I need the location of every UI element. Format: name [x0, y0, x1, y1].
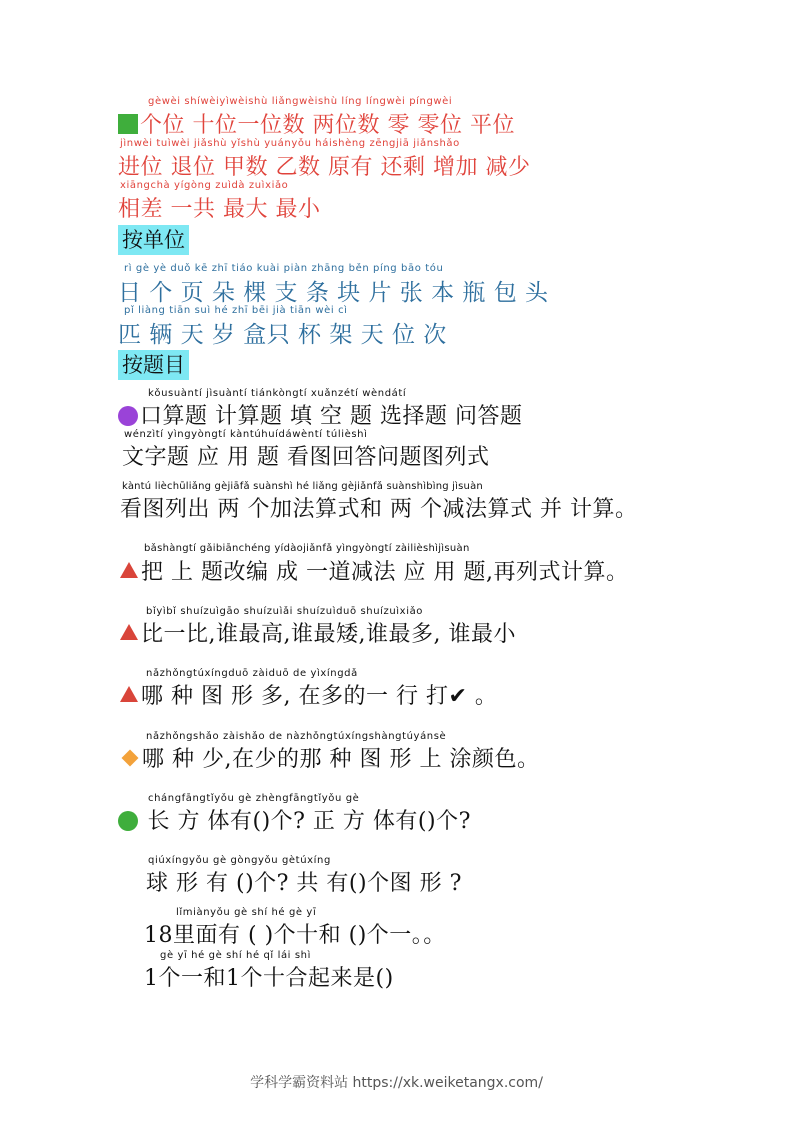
heading-units: 按单位 [118, 225, 189, 255]
hanzi-text: 把 上 题改编 成 一道减法 应 用 题,再列式计算。 [141, 560, 629, 585]
checkmark-icon: ✔ [448, 684, 468, 709]
hanzi-line [120, 555, 628, 586]
pinyin-line: nǎzhǒngshǎo zàishǎo de nàzhǒngtúxíngshàngtúyánsè [146, 731, 447, 742]
hanzi-text: 比一比,谁最高,谁最矮,谁最多, 谁最小 [141, 622, 516, 647]
hanzi-line: 日 个 页 朵 棵 支 条 块 片 张 本 瓶 包 头 [118, 280, 549, 306]
hanzi-line [118, 804, 471, 835]
pinyin-line: kǒusuàntí jìsuàntí tiánkòngtí xuǎnzétí wèndátí [148, 388, 407, 399]
pinyin-line: lǐmiànyǒu gè shí hé gè yī [176, 907, 317, 918]
red-triangle-icon [120, 624, 138, 640]
green-circle-icon [118, 811, 138, 831]
pinyin-line: bǐyìbǐ shuízuìgāo shuízuìǎi shuízuìduō shuízuìxiǎo [146, 606, 424, 617]
pinyin-line: rì gè yè duǒ kē zhī tiáo kuài piàn zhāng běn píng bāo tóu [124, 263, 444, 274]
pinyin-line: gè yī hé gè shí hé qǐ lái shì [160, 950, 311, 961]
pinyin-line: kàntú lièchūliǎng gèjiāfǎ suànshì hé liǎng gèjiǎnfǎ suànshìbìng jìsuàn [122, 481, 483, 492]
hanzi-line: 相差 一共 最大 最小 [118, 197, 321, 222]
footer-watermark: 学科学霸资料站 https://xk.weiketangx.com/ [250, 1075, 543, 1091]
pinyin-line: jìnwèi tuìwèi jiǎshù yǐshù yuányǒu háishèng zēngjiā jiǎnshǎo [120, 138, 460, 149]
purple-circle-icon [118, 406, 138, 426]
pinyin-line: pǐ liàng tiān suì hé zhī bēi jià tiān wèi cì [124, 305, 348, 316]
pinyin-line: qiúxíngyǒu gè gòngyǒu gètúxíng [148, 855, 331, 866]
pinyin-line: chángfāngtǐyǒu gè zhèngfāngtǐyǒu gè [148, 793, 360, 804]
hanzi-line: 进位 退位 甲数 乙数 原有 还剩 增加 减少 [118, 155, 531, 180]
hanzi-line: 1个一和1个十合起来是() [144, 966, 394, 991]
hanzi-text: 长 方 体有()个? 正 方 体有()个? [140, 809, 471, 834]
hanzi-line: 看图列出 两 个加法算式和 两 个减法算式 并 计算。 [120, 497, 638, 522]
red-triangle-icon [120, 686, 138, 702]
pinyin-line: wénzìtí yìngyòngtí kàntúhuídáwèntí túlièshì [124, 429, 368, 440]
hanzi-text: 个位 十位一位数 两位数 零 零位 平位 [140, 113, 515, 138]
pinyin-line: xiāngchà yígòng zuìdà zuìxiǎo [120, 180, 289, 191]
hanzi-line: 18里面有 ( )个十和 ()个一。。 [144, 923, 446, 948]
hanzi-text: 口算题 计算题 填 空 题 选择题 问答题 [140, 404, 523, 429]
hanzi-text: 。 [467, 684, 498, 709]
hanzi-line [120, 679, 497, 710]
hanzi-line [120, 742, 539, 773]
red-triangle-icon [120, 562, 138, 578]
hanzi-line [120, 617, 516, 648]
hanzi-text: 哪 种 图 形 多, 在多的一 行 打 [141, 684, 449, 709]
hanzi-line [118, 108, 515, 139]
pinyin-line: nǎzhǒngtúxíngduō zàiduō de yìxíngdǎ [146, 668, 358, 679]
hanzi-line: 匹 辆 天 岁 盒只 杯 架 天 位 次 [118, 322, 447, 348]
hanzi-line: 球 形 有 ()个? 共 有()个图 形 ? [146, 871, 462, 896]
hanzi-text: 哪 种 少,在少的那 种 图 形 上 涂颜色。 [142, 747, 540, 772]
heading-topics: 按题目 [118, 350, 189, 380]
hanzi-line [118, 399, 522, 430]
hanzi-line: 文字题 应 用 题 看图回答问题图列式 [122, 445, 490, 470]
green-square-icon [118, 114, 138, 134]
orange-diamond-icon [122, 750, 139, 767]
pinyin-line: bǎshàngtí gǎibiānchéng yídàojiǎnfǎ yìngyòngtí zàilièshìjìsuàn [144, 543, 470, 554]
pinyin-line: gèwèi shíwèiyìwèishù liǎngwèishù líng língwèi píngwèi [148, 96, 453, 107]
